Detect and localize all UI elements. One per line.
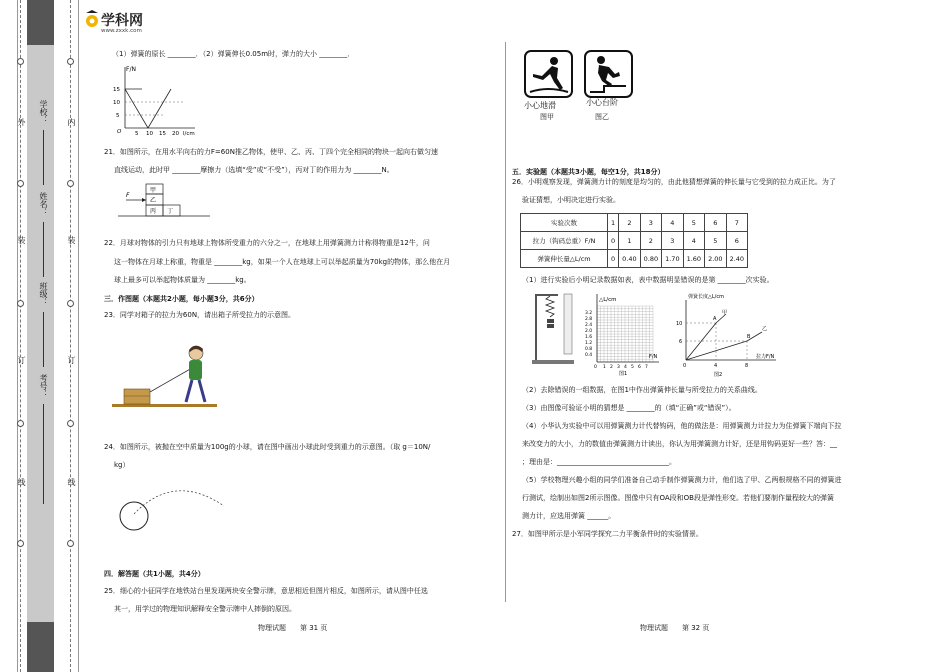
table-row: [521, 250, 748, 268]
table-cell: 6: [705, 214, 726, 232]
ground-strip: [112, 404, 217, 407]
site-logo: [84, 10, 164, 42]
x-tick: 15: [159, 131, 166, 137]
force-line-down: [125, 89, 148, 128]
page-footer-left: 物理试题 第 31 页: [258, 624, 328, 632]
x-tick: 10: [146, 131, 153, 137]
q22-text: 球上最多可以举起物体质量为 ________kg。: [114, 276, 251, 284]
fig2-spring-chart: [672, 292, 782, 378]
q26-text: 验证猜想，小明决定进行实验。: [522, 196, 620, 204]
ball: [120, 502, 148, 530]
sign-step-icon: [584, 50, 634, 100]
table-cell: 1: [619, 232, 640, 250]
q23-text: 23．同学对箱子的拉力为60N，请出箱子所受拉力的示意图。: [104, 311, 296, 319]
rope: [150, 368, 192, 392]
y-tick: 1.2: [585, 341, 593, 346]
table-row: [521, 232, 748, 250]
block-label: 乙: [150, 197, 157, 204]
q22-text: 22．月球对物体的引力只有地球上物体所受重力的六分之一，在地球上用弹簧测力计称得物重是12牛，问: [104, 239, 430, 247]
table-cell: 0: [608, 232, 619, 250]
x-tick: 5: [135, 131, 139, 137]
q27-text: 27．如图甲所示是小军同学探究二力平衡条件时的实验情景。: [512, 530, 703, 538]
x-tick: 1: [603, 365, 606, 370]
y-tick: 10: [113, 100, 120, 106]
section-3-heading: 三．作图题（本题共2小题，每小题3分，共6分）: [104, 295, 259, 303]
table-cell: 0: [608, 250, 619, 268]
q25-text: 其一，用学过的物理知识解释安全警示牌中人摔倒的原因。: [114, 605, 296, 613]
seal-circle: [67, 58, 74, 65]
seal-circle: [17, 300, 24, 307]
q26-4-text: （4）小华认为实验中可以用弹簧测力计代替钩码，他的做法是：用弹簧测力计拉力为住弹簧下端向下拉: [522, 422, 842, 430]
seal-mark: 装: [17, 236, 26, 244]
table-cell: 1: [608, 214, 619, 232]
y-tick: 0.8: [585, 347, 593, 352]
seal-mark: 订: [17, 356, 26, 364]
origin-label: O: [117, 129, 122, 135]
block-label: 甲: [150, 187, 157, 194]
y-tick: 15: [113, 87, 120, 93]
x-label: F/N: [649, 354, 658, 360]
margin-line-inner: [78, 0, 79, 672]
q25-text: 25．细心的小征同学在地铁站台里发现两块安全警示牌，意思相近但图片相反，如图所示，请从图中任选: [104, 587, 428, 595]
x-tick: 20: [172, 131, 179, 137]
table-cell: 4: [683, 232, 704, 250]
seal-circle: [67, 300, 74, 307]
table-cell: 拉力（钩码总重）F/N: [521, 232, 608, 250]
fig1-caption: 图1: [619, 371, 628, 376]
x-tick: 3: [617, 365, 620, 370]
q23-pulling-figure: [112, 340, 217, 412]
class-blank: [43, 312, 44, 367]
x-label: 拉力F/N: [756, 354, 775, 360]
q24-ball-figure: [114, 478, 234, 538]
gutter-dark-top: [27, 0, 54, 45]
seal-circle: [17, 540, 24, 547]
seal-line-inner: [70, 0, 71, 672]
q26-5-text: 测力计，应选用弹簧 ______。: [522, 512, 616, 520]
q26-4-text: 来改变力的大小，力的数值由弹簧测力计读出，你认为用弹簧测力计好，还是用钩码更好一些？答：__: [522, 440, 837, 448]
arrow-head: [142, 198, 146, 202]
logo-text: 学科网: [101, 13, 143, 29]
q21-text: 直线运动，此时甲 ________摩擦力（选填“受”或“不受”），丙对丁的作用力为 ________N。: [114, 166, 394, 174]
series-yi-line: [686, 341, 747, 360]
table-cell: 5: [683, 214, 704, 232]
table-cell: 0.80: [640, 250, 661, 268]
table-cell: 3: [640, 214, 661, 232]
y-label: △L/cm: [599, 297, 617, 303]
q20-text: （1）弹簧的原长 ________．（2）弹簧伸长0.05m时，弹力的大小 ________．: [112, 50, 355, 58]
name-label: 姓名：: [39, 192, 48, 216]
table-cell: 0.40: [619, 250, 640, 268]
y-tick: 2.4: [585, 323, 593, 328]
block-label: 丁: [167, 208, 174, 215]
gutter-dark-bottom: [27, 622, 54, 672]
seal-circle: [17, 420, 24, 427]
weight: [547, 324, 554, 328]
table-cell: 4: [662, 214, 683, 232]
table-cell: 6: [726, 232, 747, 250]
y-tick: 2.8: [585, 317, 593, 322]
force-label: F: [126, 192, 130, 199]
q26-3-text: （3）由图像可验证小明的猜想是 ________的（填“正确”或“错误”）。: [522, 404, 736, 412]
y-label: 弹簧长度△L/cm: [688, 294, 724, 300]
series-yi-label: 乙: [762, 326, 768, 332]
x-tick: 8: [745, 363, 749, 369]
seal-circle: [67, 180, 74, 187]
q21-block-diagram: [118, 180, 213, 218]
table-cell: 5: [705, 232, 726, 250]
seal-circle: [17, 180, 24, 187]
fig1-gridlines: [597, 306, 653, 362]
y-tick: 1.6: [585, 335, 593, 340]
series-jia-label: 甲: [722, 310, 728, 316]
fig1-grid-chart: [583, 290, 663, 376]
seal-circle: [67, 420, 74, 427]
x-tick: 6: [638, 365, 641, 370]
force-line-up: [148, 89, 171, 128]
person-body: [189, 360, 202, 380]
y-tick: 5: [116, 113, 120, 119]
spring: [546, 296, 554, 317]
class-label: 班级：: [39, 282, 48, 306]
q21-text: 21．如图所示，在用水平向右的力F=60N推乙物体，使甲、乙、丙、丁四个完全相同的物块一起向右做匀速: [104, 148, 438, 156]
margin-line-outer: [17, 0, 18, 672]
table-cell: 1.70: [662, 250, 683, 268]
block-label: 丙: [150, 208, 157, 215]
x-tick: 0: [594, 365, 597, 370]
exam-number-label: 考号：: [39, 374, 48, 398]
x-label: l/cm: [183, 131, 195, 137]
x-tick: 4: [714, 363, 718, 369]
seal-mark: 线: [67, 478, 76, 486]
table-cell: 2.00: [705, 250, 726, 268]
q20-graph: [105, 62, 200, 137]
q24-text: 24．如图所示，被抛在空中质量为100g的小球，请在图中画出小球此时受到重力的示意图。（取 g＝10N/: [104, 443, 431, 451]
point-b-label: B: [747, 334, 751, 340]
q26-4-text: ；理由是：________________________________。: [522, 458, 676, 466]
y-tick: 0.4: [585, 353, 593, 358]
sign1-caption: 小心地滑: [524, 101, 556, 110]
y-label: F/N: [126, 66, 136, 73]
table-cell: 3: [662, 232, 683, 250]
table-cell: 2: [619, 214, 640, 232]
spring-apparatus-figure: [528, 290, 578, 366]
y-tick: 10: [676, 321, 683, 327]
table-cell: 实验次数: [521, 214, 608, 232]
seal-mark: 装: [67, 236, 76, 244]
table-cell: 弹簧伸长量△L/cm: [521, 250, 608, 268]
table-cell: 2.40: [726, 250, 747, 268]
seal-mark: 线: [17, 478, 26, 486]
sign2-label: 图乙: [595, 113, 609, 121]
sign1-label: 图甲: [540, 113, 554, 121]
table-cell: 2: [640, 232, 661, 250]
q26-1-text: （1）进行实验后小明记录数据如表，表中数据明显错误的是第 ________次实验。: [522, 276, 774, 284]
person-leg: [186, 380, 192, 402]
school-blank: [43, 130, 44, 185]
q26-5-text: （5）学校物理兴趣小组的同学们准备自己动手制作弹簧测力计，他们选了甲、乙两根规格不同的弹簧进: [522, 476, 842, 484]
seal-circle: [67, 540, 74, 547]
fig2-caption: 图2: [714, 372, 723, 378]
point-a-label: A: [713, 316, 717, 322]
x-tick: 2: [610, 365, 613, 370]
exam-number-blank: [43, 404, 44, 504]
q22-text: 这一物体在月球上称重，物重是 ________kg，如果一个人在地球上可以举起质量为70kg的物体，那么他在月: [114, 258, 451, 266]
wooden-box: [124, 389, 150, 404]
x-tick: 5: [631, 365, 634, 370]
q26-5-text: 行测试，绘制出如图2所示图像。图像中只有OA段和OB段是弹性形变。若他们要制作量程较大的弹簧: [522, 494, 834, 502]
person-leg: [199, 380, 205, 402]
q24-text: kg）: [114, 461, 130, 469]
experiment-table: [520, 213, 748, 268]
logo-url: www.zxxk.com: [101, 28, 142, 34]
seal-circle: [17, 58, 24, 65]
q26-text: 26．小明观察发现，弹簧测力计的刻度是均匀的，由此他猜想弹簧的伸长量与它受到的拉力成正比。为了: [512, 178, 836, 186]
y-tick: 2.0: [585, 329, 593, 334]
weight: [547, 319, 554, 323]
table-row: [521, 214, 748, 232]
y-tick: 6: [679, 339, 683, 345]
section-4-heading: 四．解答题（共1小题，共4分）: [104, 570, 205, 578]
seal-mark: 外: [17, 118, 26, 126]
column-separator: [505, 42, 506, 602]
section-5-heading: 五．实验题（本题共3小题，每空1分，共18分）: [512, 168, 665, 176]
sign2-caption: 小心台阶: [586, 98, 618, 107]
ruler: [564, 294, 572, 354]
sign-slippery-icon: [524, 50, 574, 100]
q26-2-text: （2）去除错误的一组数据，在图1中作出弹簧伸长量与所受拉力的关系曲线。: [522, 386, 762, 394]
page-footer-right: 物理试题 第 32 页: [640, 624, 710, 632]
x-tick: 0: [683, 363, 687, 369]
y-tick: 3.2: [585, 311, 593, 316]
seal-line-outer: [20, 0, 21, 672]
x-tick: 7: [645, 365, 648, 370]
school-label: 学校：: [39, 100, 48, 124]
table-cell: 7: [726, 214, 747, 232]
stand-base: [532, 360, 574, 364]
seal-mark: 内: [67, 118, 76, 126]
trajectory: [134, 491, 224, 514]
name-blank: [43, 222, 44, 277]
seal-mark: 订: [67, 356, 76, 364]
series-jia-line: [686, 323, 716, 360]
x-tick: 4: [624, 365, 627, 370]
table-cell: 1.60: [683, 250, 704, 268]
